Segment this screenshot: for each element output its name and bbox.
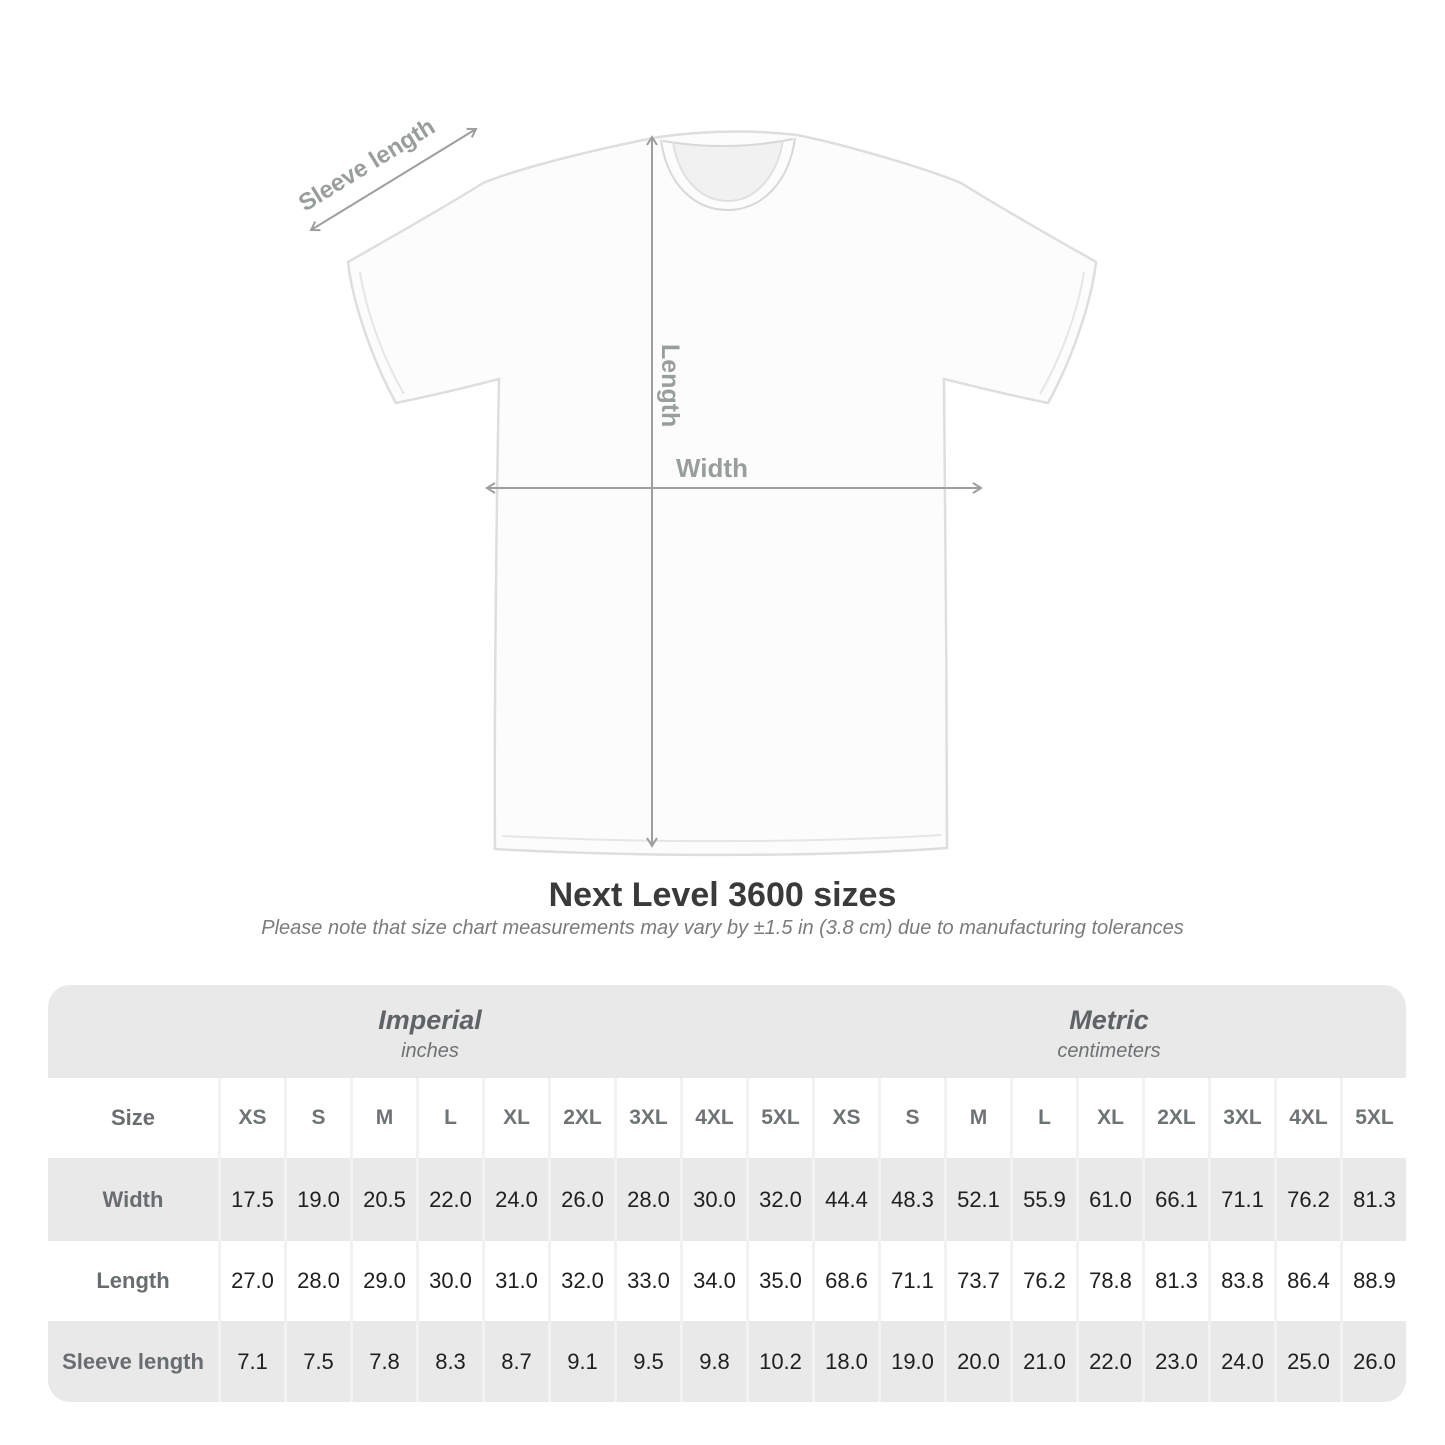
size-header: S xyxy=(878,1078,944,1158)
table-cell: 44.4 xyxy=(812,1158,878,1241)
size-header-row xyxy=(48,1078,1406,1158)
size-header: XL xyxy=(482,1078,548,1158)
table-cell: 88.9 xyxy=(1340,1241,1406,1321)
row-label: Length xyxy=(96,1268,170,1293)
size-header: L xyxy=(1010,1078,1076,1158)
table-cell: 28.0 xyxy=(614,1158,680,1241)
page-title: Next Level 3600 sizes xyxy=(548,876,897,914)
imperial-header-group xyxy=(48,985,812,1078)
size-header: 3XL xyxy=(1208,1078,1274,1158)
metric-header-group xyxy=(812,985,1406,1078)
table-cell: 86.4 xyxy=(1274,1241,1340,1321)
size-header: 4XL xyxy=(680,1078,746,1158)
width-label: Width xyxy=(676,453,748,483)
length-label: Length xyxy=(656,344,684,428)
table-cell: 7.8 xyxy=(350,1321,416,1402)
table-cell: 18.0 xyxy=(812,1321,878,1402)
size-header: 5XL xyxy=(746,1078,812,1158)
table-cell: 7.1 xyxy=(218,1321,284,1402)
table-cell: 22.0 xyxy=(416,1158,482,1241)
size-table xyxy=(48,985,1406,1402)
table-cell: 29.0 xyxy=(350,1241,416,1321)
table-cell: 7.5 xyxy=(284,1321,350,1402)
table-cell: 27.0 xyxy=(218,1241,284,1321)
table-cell: 19.0 xyxy=(878,1321,944,1402)
row-label: Width xyxy=(102,1186,164,1212)
table-cell: 9.8 xyxy=(680,1321,746,1402)
table-cell: 76.2 xyxy=(1010,1241,1076,1321)
tshirt-outline xyxy=(348,131,1096,854)
table-cell: 26.0 xyxy=(1340,1321,1406,1402)
table-cell: 55.9 xyxy=(1010,1158,1076,1241)
table-cell: 19.0 xyxy=(284,1158,350,1241)
table-cell: 9.5 xyxy=(614,1321,680,1402)
table-cell: 25.0 xyxy=(1274,1321,1340,1402)
table-row-width xyxy=(48,1158,1406,1241)
sleeve-length-label: Sleeve length xyxy=(293,113,440,218)
table-cell: 48.3 xyxy=(878,1158,944,1241)
table-cell: 81.3 xyxy=(1340,1158,1406,1241)
table-cell: 30.0 xyxy=(416,1241,482,1321)
imperial-unit-label: inches xyxy=(401,1040,459,1063)
table-cell: 81.3 xyxy=(1142,1241,1208,1321)
size-header: L xyxy=(416,1078,482,1158)
table-cell: 66.1 xyxy=(1142,1158,1208,1241)
size-header: M xyxy=(350,1078,416,1158)
table-cell: 32.0 xyxy=(746,1158,812,1241)
size-header: 2XL xyxy=(548,1078,614,1158)
size-header: 5XL xyxy=(1340,1078,1406,1158)
table-cell: 23.0 xyxy=(1142,1321,1208,1402)
table-cell: 26.0 xyxy=(548,1158,614,1241)
table-cell: 24.0 xyxy=(482,1158,548,1241)
table-cell: 9.1 xyxy=(548,1321,614,1402)
table-cell: 8.3 xyxy=(416,1321,482,1402)
corner-header: Size xyxy=(110,1105,156,1130)
table-row-length xyxy=(48,1241,1406,1321)
row-label: Sleeve length xyxy=(62,1348,204,1374)
table-cell: 22.0 xyxy=(1076,1321,1142,1402)
table-cell: 71.1 xyxy=(878,1241,944,1321)
table-cell: 30.0 xyxy=(680,1158,746,1241)
table-cell: 17.5 xyxy=(218,1158,284,1241)
table-cell: 28.0 xyxy=(284,1241,350,1321)
unit-band xyxy=(48,985,1406,1078)
size-header: 2XL xyxy=(1142,1078,1208,1158)
table-cell: 21.0 xyxy=(1010,1321,1076,1402)
table-cell: 33.0 xyxy=(614,1241,680,1321)
table-cell: 20.5 xyxy=(350,1158,416,1241)
size-header: XS xyxy=(218,1078,284,1158)
size-header: 4XL xyxy=(1274,1078,1340,1158)
table-cell: 52.1 xyxy=(944,1158,1010,1241)
metric-unit-label: centimeters xyxy=(1057,1040,1161,1063)
table-row-sleeve-length xyxy=(48,1321,1406,1402)
size-header: M xyxy=(944,1078,1010,1158)
imperial-label: Imperial xyxy=(378,1004,482,1035)
table-cell: 10.2 xyxy=(746,1321,812,1402)
metric-label: Metric xyxy=(1069,1004,1149,1035)
size-header: XL xyxy=(1076,1078,1142,1158)
size-header: XS xyxy=(812,1078,878,1158)
table-cell: 76.2 xyxy=(1274,1158,1340,1241)
table-cell: 35.0 xyxy=(746,1241,812,1321)
table-cell: 68.6 xyxy=(812,1241,878,1321)
table-cell: 73.7 xyxy=(944,1241,1010,1321)
size-header: 3XL xyxy=(614,1078,680,1158)
table-cell: 61.0 xyxy=(1076,1158,1142,1241)
table-cell: 32.0 xyxy=(548,1241,614,1321)
tolerance-note: Please note that size chart measurements may vary by ±1.5 in (3.8 cm) due to manufacturing tolerances xyxy=(261,917,1184,939)
table-cell: 71.1 xyxy=(1208,1158,1274,1241)
table-cell: 24.0 xyxy=(1208,1321,1274,1402)
table-cell: 8.7 xyxy=(482,1321,548,1402)
table-cell: 20.0 xyxy=(944,1321,1010,1402)
table-cell: 83.8 xyxy=(1208,1241,1274,1321)
table-cell: 78.8 xyxy=(1076,1241,1142,1321)
table-cell: 31.0 xyxy=(482,1241,548,1321)
size-header: S xyxy=(284,1078,350,1158)
table-cell: 34.0 xyxy=(680,1241,746,1321)
